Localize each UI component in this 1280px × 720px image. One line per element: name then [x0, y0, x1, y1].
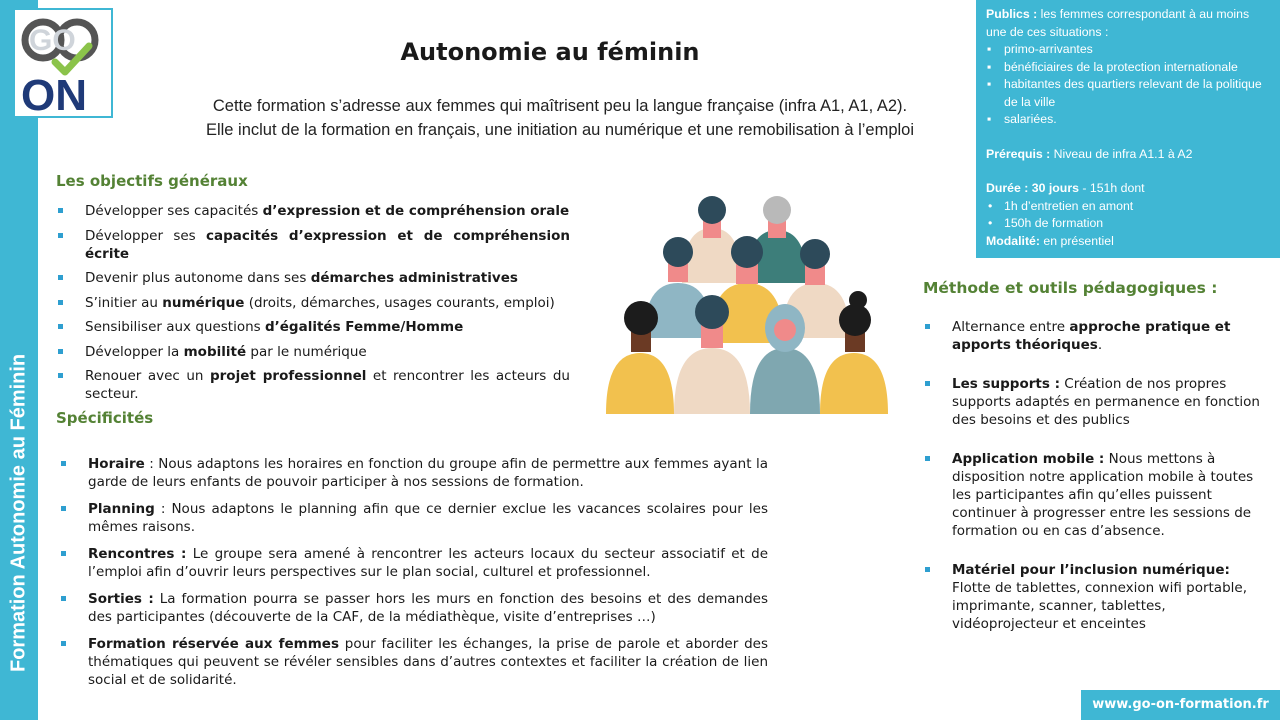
women-group-illustration [602, 188, 894, 418]
intro-text [140, 94, 980, 142]
list-item: ▪ habitantes des quartiers relevant de la politique de la ville [986, 76, 1270, 111]
method-list [922, 318, 1272, 654]
list-item: Devenir plus autonome dans ses démarches administratives [55, 269, 570, 287]
duration-list [986, 198, 1270, 233]
logo-graphic [15, 10, 111, 116]
sidebar-title: Formation Autonomie au Féminin [7, 353, 30, 672]
go-on-logo [13, 8, 113, 118]
list-item: Alternance entre approche pratique et apports théoriques. [922, 318, 1272, 354]
list-item: Développer ses capacités d’expression et de compréhension écrite [55, 227, 570, 263]
list-item: Planning : Nous adaptons le planning afin que ce dernier exclue les vacances scolaires pour les mêmes raisons. [58, 500, 768, 536]
method-title: Méthode et outils pédagogiques : [923, 279, 1218, 297]
list-item: Les supports : Création de nos propres supports adaptés en permanence en fonction des besoins et des publics [922, 375, 1272, 429]
modality-line: Modalité: en présentiel [986, 233, 1114, 248]
list-item: Application mobile : Nous mettons à disposition notre application mobile à toutes les participantes afin qu’elles puissent continuer à progresser entre les sessions de formation ou en cas d’absence. [922, 450, 1272, 540]
list-item: Sensibiliser aux questions d’égalités Femme/Homme [55, 318, 570, 336]
prereq-line: Prérequis : Niveau de infra A1.1 à A2 [986, 146, 1193, 161]
list-item: • 1h d’entretien en amont [986, 198, 1270, 216]
list-item: Développer la mobilité par le numérique [55, 343, 570, 361]
objectives-list [55, 202, 570, 410]
intro-line-1: Cette formation s’adresse aux femmes qui maîtrisent peu la langue française (infra A1, A1, A2). [212, 97, 908, 115]
objectives-title: Les objectifs généraux [56, 172, 248, 190]
list-item: ▪ bénéficiaires de la protection internationale [986, 59, 1270, 77]
logo-text-bottom: ON [21, 71, 87, 116]
specificities-list [58, 455, 768, 698]
list-item: Matériel pour l’inclusion numérique: Flotte de tablettes, connexion wifi portable, imprimante, scanner, tablettes, vidéoprojecteur et enceintes [922, 561, 1272, 633]
info-box [976, 0, 1280, 258]
list-item: ▪ salariées. [986, 111, 1270, 129]
list-item: Rencontres : Le groupe sera amené à rencontrer les acteurs locaux du secteur associatif et de l’emploi afin d’ouvrir leurs perspectives sur le plan social, culturel et professionnel. [58, 545, 768, 581]
list-item: Sorties : La formation pourra se passer hors les murs en fonction des besoins et des demandes des participantes (découverte de la CAF, de la médiathèque, visite d’entreprises …) [58, 590, 768, 626]
list-item: Horaire : Nous adaptons les horaires en fonction du groupe afin de permettre aux femmes ayant la garde de leurs enfants de pouvoir participer à nos sessions de formation. [58, 455, 768, 491]
list-item: Renouer avec un projet professionnel et rencontrer les acteurs du secteur. [55, 367, 570, 403]
list-item: ▪ primo-arrivantes [986, 41, 1270, 59]
intro-line-2: Elle inclut de la formation en français, une initiation au numérique et une remobilisation à l’emploi [205, 121, 915, 139]
logo-text-top: GO [29, 24, 76, 57]
specificities-title: Spécificités [56, 409, 154, 427]
duration-line: Durée : 30 jours - 151h dont [986, 181, 1145, 195]
woman-figure [682, 196, 742, 283]
list-item: Formation réservée aux femmes pour faciliter les échanges, la prise de parole et aborder des thématiques qui peuvent se révéler sensibles dans d’autres contextes et faciliter la création de lien social et de solidarité. [58, 635, 768, 689]
list-item: S’initier au numérique (droits, démarches, usages courants, emploi) [55, 294, 570, 312]
page-title: Autonomie au féminin [400, 38, 700, 66]
website-link[interactable]: www.go-on-formation.fr [1081, 690, 1280, 720]
publics-list [986, 41, 1270, 129]
publics-line: Publics : les femmes correspondant à au moins une de ces situations : [986, 7, 1250, 39]
list-item: Développer ses capacités d’expression et de compréhension orale [55, 202, 570, 220]
list-item: • 150h de formation [986, 215, 1270, 233]
